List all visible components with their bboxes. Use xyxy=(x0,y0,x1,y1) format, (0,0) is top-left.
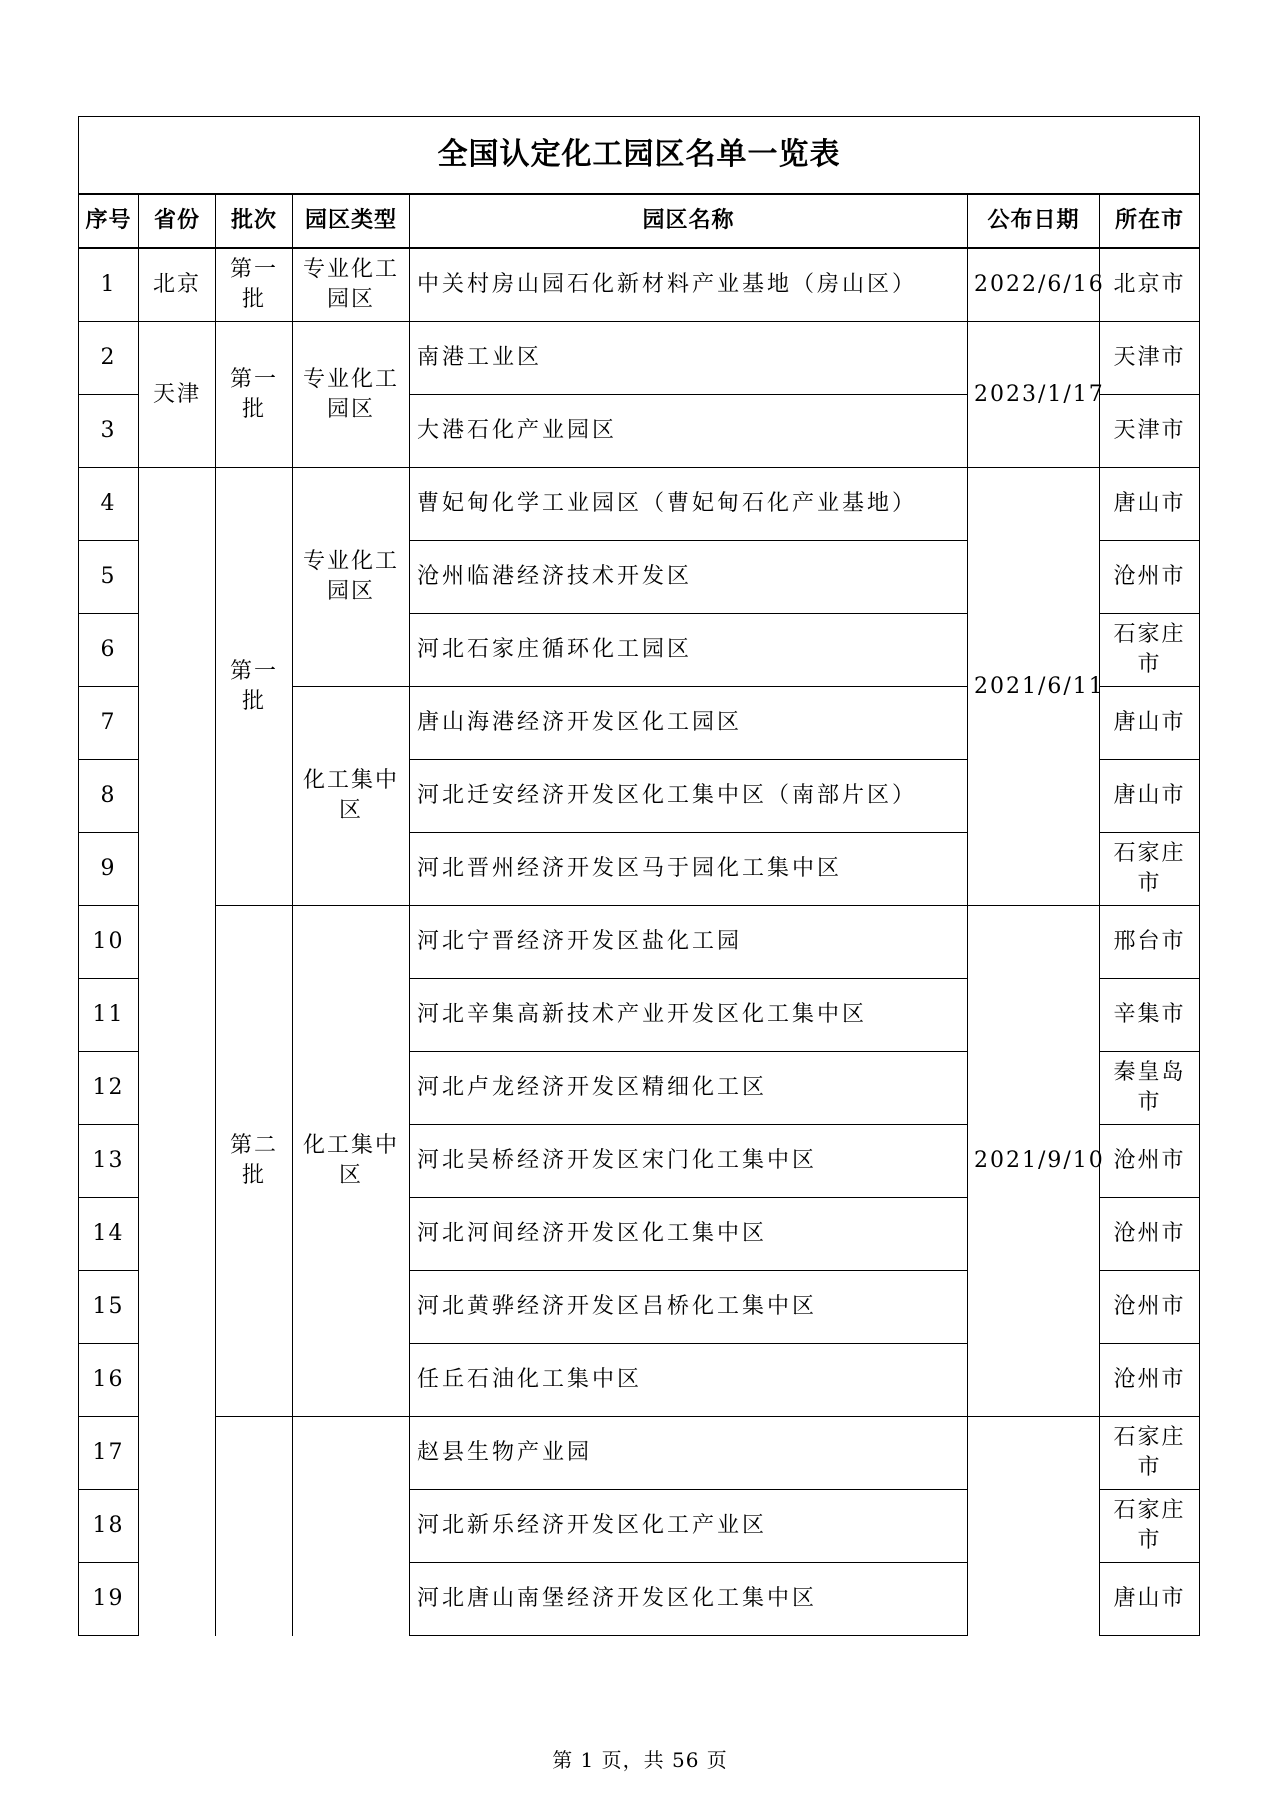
city-cell: 石家庄市 xyxy=(1100,833,1200,906)
park-name-cell: 河北河间经济开发区化工集中区 xyxy=(410,1198,968,1271)
park-name-cell: 赵县生物产业园 xyxy=(410,1417,968,1490)
park-name-cell: 南港工业区 xyxy=(410,322,968,395)
city-cell: 石家庄市 xyxy=(1100,614,1200,687)
row-no: 11 xyxy=(79,979,139,1052)
batch-cell: 第一批 xyxy=(216,248,293,322)
batch-cell: 第二批 xyxy=(216,906,293,1417)
row-no: 10 xyxy=(79,906,139,979)
park-type-cell: 化工集中区 xyxy=(293,687,410,906)
city-cell: 唐山市 xyxy=(1100,1563,1200,1636)
park-type-cell: 专业化工园区 xyxy=(293,322,410,468)
publish-date-cell: 2022/6/16 xyxy=(968,248,1100,322)
row-no: 13 xyxy=(79,1125,139,1198)
page-title: 全国认定化工园区名单一览表 xyxy=(79,117,1200,195)
publish-date-cell: 2021/6/11 xyxy=(968,468,1100,906)
header-park-type: 园区类型 xyxy=(293,194,410,248)
park-name-cell: 曹妃甸化学工业园区（曹妃甸石化产业基地） xyxy=(410,468,968,541)
row-no: 7 xyxy=(79,687,139,760)
table-row xyxy=(79,248,1200,322)
batch-cell: 第一批 xyxy=(216,468,293,906)
city-cell: 石家庄市 xyxy=(1100,1417,1200,1490)
park-name-cell: 河北晋州经济开发区马于园化工集中区 xyxy=(410,833,968,906)
publish-date-cell xyxy=(968,1417,1100,1636)
row-no: 2 xyxy=(79,322,139,395)
table-row xyxy=(79,322,1200,395)
row-no: 17 xyxy=(79,1417,139,1490)
table-row xyxy=(79,468,1200,541)
park-name-cell: 河北卢龙经济开发区精细化工区 xyxy=(410,1052,968,1125)
city-cell: 沧州市 xyxy=(1100,541,1200,614)
city-cell: 沧州市 xyxy=(1100,1198,1200,1271)
park-name-cell: 沧州临港经济技术开发区 xyxy=(410,541,968,614)
park-type-cell: 专业化工园区 xyxy=(293,468,410,687)
table-row xyxy=(79,1417,1200,1490)
row-no: 8 xyxy=(79,760,139,833)
park-name-cell: 大港石化产业园区 xyxy=(410,395,968,468)
page-footer: 第 1 页，共 56 页 xyxy=(552,1748,728,1772)
park-name-cell: 唐山海港经济开发区化工园区 xyxy=(410,687,968,760)
row-no: 4 xyxy=(79,468,139,541)
table-row xyxy=(79,906,1200,979)
park-name-cell: 河北宁晋经济开发区盐化工园 xyxy=(410,906,968,979)
park-list-table xyxy=(78,116,1200,1636)
row-no: 12 xyxy=(79,1052,139,1125)
city-cell: 石家庄市 xyxy=(1100,1490,1200,1563)
park-name-cell: 任丘石油化工集中区 xyxy=(410,1344,968,1417)
row-no: 3 xyxy=(79,395,139,468)
city-cell: 沧州市 xyxy=(1100,1271,1200,1344)
row-no: 1 xyxy=(79,248,139,322)
city-cell: 沧州市 xyxy=(1100,1125,1200,1198)
row-no: 19 xyxy=(79,1563,139,1636)
city-cell: 天津市 xyxy=(1100,395,1200,468)
header-city: 所在市 xyxy=(1100,194,1200,248)
row-no: 14 xyxy=(79,1198,139,1271)
park-name-cell: 中关村房山园石化新材料产业基地（房山区） xyxy=(410,248,968,322)
province-cell: 天津 xyxy=(139,322,216,468)
city-cell: 唐山市 xyxy=(1100,468,1200,541)
park-name-cell: 河北辛集高新技术产业开发区化工集中区 xyxy=(410,979,968,1052)
header-row xyxy=(79,194,1200,248)
title-row xyxy=(79,117,1200,195)
header-publish-date: 公布日期 xyxy=(968,194,1100,248)
publish-date-cell: 2021/9/10 xyxy=(968,906,1100,1417)
row-no: 18 xyxy=(79,1490,139,1563)
city-cell: 唐山市 xyxy=(1100,760,1200,833)
park-name-cell: 河北迁安经济开发区化工集中区（南部片区） xyxy=(410,760,968,833)
row-no: 15 xyxy=(79,1271,139,1344)
city-cell: 邢台市 xyxy=(1100,906,1200,979)
city-cell: 北京市 xyxy=(1100,248,1200,322)
province-cell: 北京 xyxy=(139,248,216,322)
header-batch: 批次 xyxy=(216,194,293,248)
park-type-cell: 化工集中区 xyxy=(293,906,410,1417)
row-no: 5 xyxy=(79,541,139,614)
province-cell xyxy=(139,468,216,1636)
park-type-cell xyxy=(293,1417,410,1636)
park-name-cell: 河北唐山南堡经济开发区化工集中区 xyxy=(410,1563,968,1636)
batch-cell: 第一批 xyxy=(216,322,293,468)
city-cell: 唐山市 xyxy=(1100,687,1200,760)
city-cell: 沧州市 xyxy=(1100,1344,1200,1417)
park-name-cell: 河北黄骅经济开发区吕桥化工集中区 xyxy=(410,1271,968,1344)
city-cell: 秦皇岛市 xyxy=(1100,1052,1200,1125)
park-name-cell: 河北新乐经济开发区化工产业区 xyxy=(410,1490,968,1563)
publish-date-cell: 2023/1/17 xyxy=(968,322,1100,468)
row-no: 16 xyxy=(79,1344,139,1417)
row-no: 9 xyxy=(79,833,139,906)
header-park-name: 园区名称 xyxy=(410,194,968,248)
batch-cell xyxy=(216,1417,293,1636)
park-type-cell: 专业化工园区 xyxy=(293,248,410,322)
city-cell: 辛集市 xyxy=(1100,979,1200,1052)
header-province: 省份 xyxy=(139,194,216,248)
city-cell: 天津市 xyxy=(1100,322,1200,395)
park-name-cell: 河北石家庄循环化工园区 xyxy=(410,614,968,687)
header-no: 序号 xyxy=(79,194,139,248)
row-no: 6 xyxy=(79,614,139,687)
park-name-cell: 河北吴桥经济开发区宋门化工集中区 xyxy=(410,1125,968,1198)
